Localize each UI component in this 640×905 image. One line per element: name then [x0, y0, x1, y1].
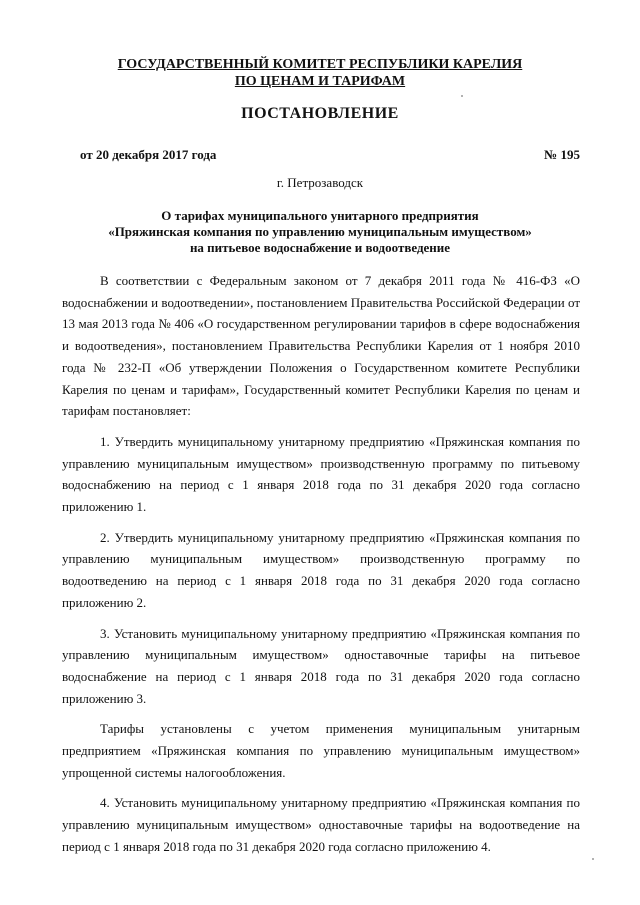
paragraph-preamble: В соответствии с Федеральным законом от 7 декабря 2011 года № 416-ФЗ «О водоснабжении и водоотведении», постановлением Правительства Российской Федерации от 13 мая 2013 года № 406 «О государственном регулировании тарифов в сфере водоснабжения и водоотведения», постановлением Правительства Республики Карелия от 1 ноября 2010 года № 232-П «Об утверждении Положения о Государственном комитете Республики Карелия по ценам и тарифам», Государственный комитет Республики Карелия по ценам и тарифам постановляет: — [62, 273, 580, 419]
paragraph-item-4: 4. Установить муниципальному унитарному предприятию «Пряжинская компания по управлению муниципальным имуществом» одноставочные тарифы на водоотведение на период с 1 января 2018 года по 31 декабря 2020 года согласно приложению 4. — [62, 795, 580, 854]
paragraph-item-3: 3. Установить муниципальному унитарному предприятию «Пряжинская компания по управлению муниципальным имуществом» одноставочные тарифы на питьевое водоснабжение на период с 1 января 2018 года по 31 декабря 2020 года согласно приложению 3. — [62, 625, 580, 706]
paragraph-item-2: 2. Утвердить муниципальному унитарному предприятию «Пряжинская компания по управлению муниципальным имуществом» производственную программу по водоотведению на период с 1 января 2018 года по 31 декабря 2020 года согласно приложению 2. — [62, 529, 580, 610]
issuer-header-line-2: ПО ЦЕНАМ И ТАРИФАМ — [234, 74, 406, 89]
date-number-line — [80, 147, 580, 163]
scan-speck — [592, 858, 594, 860]
scan-speck — [461, 95, 463, 97]
subject-line-2: «Пряжинская компания по управлению муниципальным имуществом» — [108, 224, 532, 239]
paragraph-tariff-note: Тарифы установлены с учетом применения муниципальным унитарным предприятием «Пряжинская компания по управлению муниципальным имуществом» упрощенной системы налогообложения. — [62, 721, 580, 780]
document-title: ПОСТАНОВЛЕНИЕ — [241, 105, 399, 122]
issuer-header — [0, 56, 640, 90]
document-body — [62, 270, 580, 867]
paragraph-item-1: 1. Утвердить муниципальному унитарному предприятию «Пряжинская компания по управлению муниципальным имуществом» производственную программу по питьевому водоснабжению на период с 1 января 2018 года по 31 декабря 2020 года согласно приложению 1. — [62, 433, 580, 515]
subject-line-3: на питьевое водоснабжение и водоотведение — [189, 240, 451, 255]
city: г. Петрозаводск — [276, 175, 364, 190]
issuer-header-line-1: ГОСУДАРСТВЕННЫЙ КОМИТЕТ РЕСПУБЛИКИ КАРЕЛИЯ — [117, 57, 523, 72]
document-subject — [0, 208, 640, 256]
subject-line-1: О тарифах муниципального унитарного предприятия — [161, 208, 479, 223]
document-date: от 20 декабря 2017 года — [80, 147, 217, 162]
document-number: № 195 — [544, 147, 580, 162]
